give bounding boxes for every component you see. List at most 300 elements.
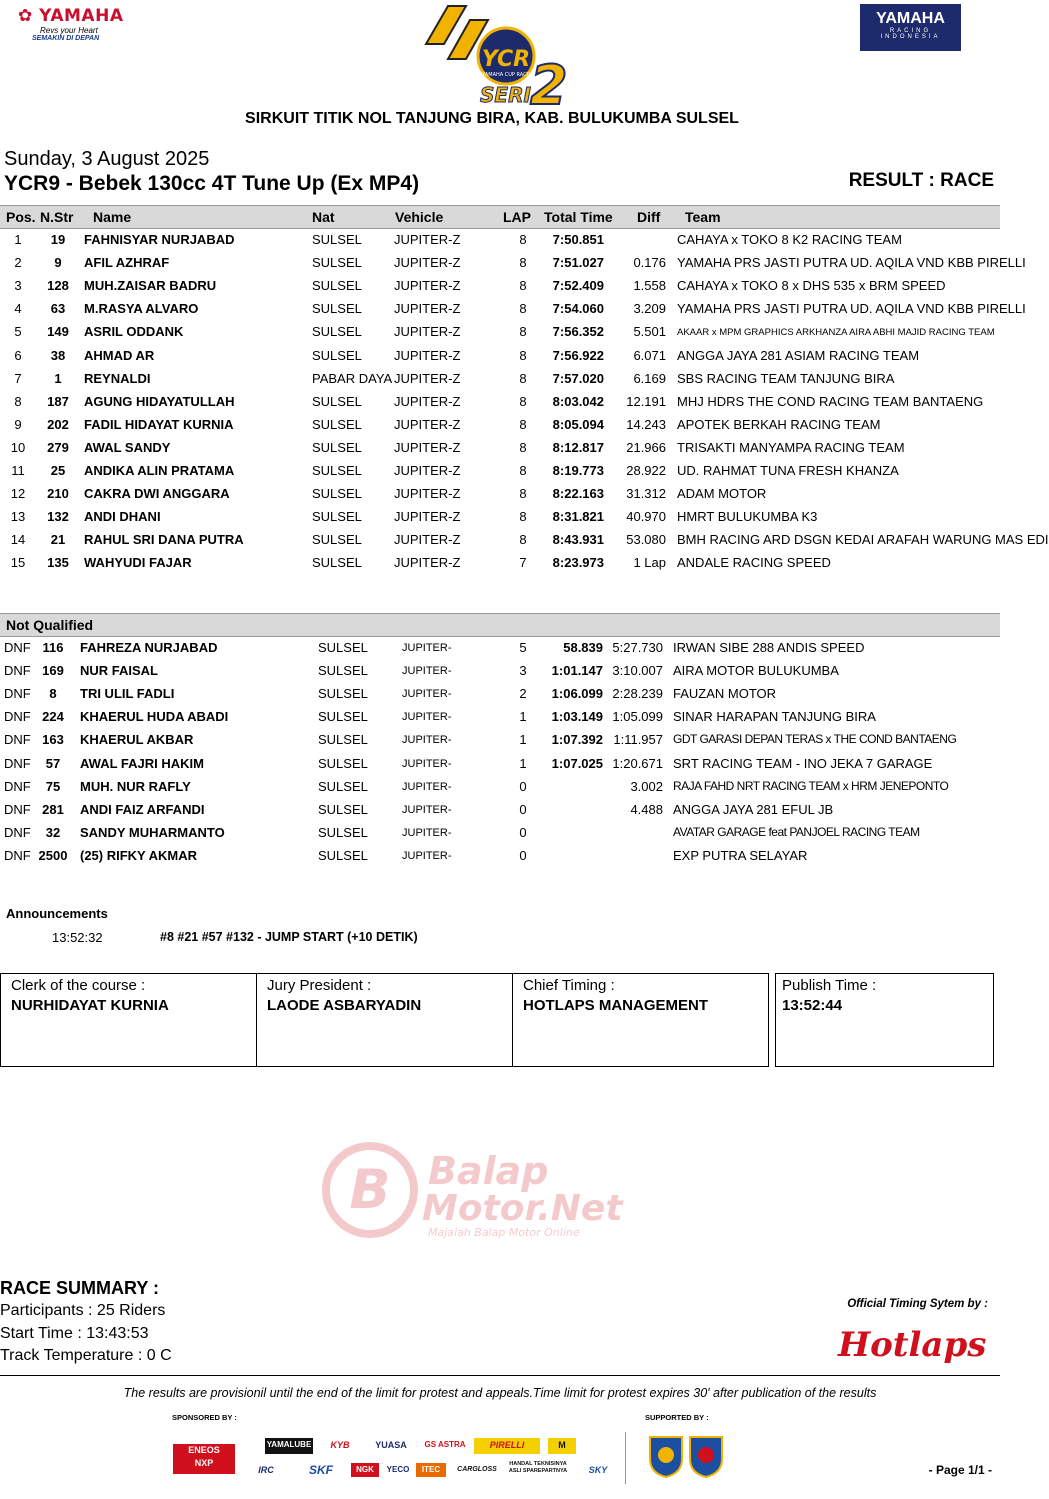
result-nat: SULSEL [312, 347, 362, 363]
footnote: The results are provisionil until the end of the limit for protest and appeals.Time limit for protest expires 30' after publication of the results [0, 1375, 1000, 1400]
result-total: 8:12.817 [552, 439, 604, 455]
clerk-of-course-box [0, 973, 257, 1067]
dnf-no: 32 [45, 824, 61, 840]
result-pos: 2 [14, 255, 22, 271]
dnf-lap: 0 [519, 778, 527, 794]
track-temperature: Track Temperature : 0 C [0, 1347, 172, 1364]
result-name: CAKRA DWI ANGGARA [84, 486, 230, 502]
dnf-nat: SULSEL [318, 640, 368, 655]
hotlaps-logo-text: Hotlaps [838, 1325, 987, 1365]
result-nat: SULSEL [312, 509, 362, 525]
jury-president-box [256, 973, 513, 1067]
dnf-row [0, 776, 1000, 799]
dnf-lap: 1 [519, 709, 527, 725]
dnf-team: ANGGA JAYA 281 EFUL JB [673, 801, 834, 817]
dnf-pos: DNF [4, 732, 31, 748]
result-nat: SULSEL [312, 278, 362, 294]
result-lap: 7 [519, 555, 527, 571]
result-diff: 6.169 [633, 370, 666, 386]
result-vehicle: JUPITER-Z [394, 347, 461, 363]
chief-timing-label: Chief Timing : [523, 977, 615, 994]
result-team: ANGGA JAYA 281 ASIAM RACING TEAM [677, 347, 920, 363]
dnf-row [0, 753, 1000, 776]
dnf-row [0, 683, 1000, 706]
ycr-logo-subtitle: YAMAHA CUP RACE [482, 72, 530, 78]
dnf-diff: 1:20.671 [612, 755, 663, 771]
result-vehicle: JUPITER-Z [394, 509, 461, 525]
result-pos: 5 [14, 324, 22, 340]
result-nat: SULSEL [312, 255, 362, 271]
sponsored-by-label: SPONSORED BY : [172, 1413, 237, 1422]
dnf-vehicle: JUPITER- [402, 711, 452, 724]
result-row [0, 506, 1000, 529]
result-row [0, 298, 1026, 321]
sponsor-cargloss: CARGLOSS [457, 1466, 497, 1473]
col-nstr: N.Str [40, 209, 74, 225]
dnf-diff: 1:11.957 [613, 732, 663, 748]
ycr-logo-title: YCR [481, 47, 531, 72]
clerk-value: NURHIDAYAT KURNIA [11, 997, 169, 1014]
result-diff: 0.176 [633, 255, 666, 271]
result-nat: SULSEL [312, 232, 362, 247]
result-pos: 9 [14, 416, 22, 432]
result-no: 21 [50, 532, 66, 548]
dnf-diff: 1:05.099 [612, 709, 663, 725]
result-diff: 1.558 [633, 278, 666, 294]
result-vehicle: JUPITER-Z [394, 439, 461, 455]
result-team: AKAAR x MPM GRAPHICS ARKHANZA AIRA ABHI MAJID RACING TEAM [677, 327, 995, 339]
result-team: TRISAKTI MANYAMPA RACING TEAM [677, 439, 905, 455]
announcement-text: #8 #21 #57 #132 - JUMP START (+10 DETIK) [160, 930, 418, 944]
result-team: BMH RACING ARD DSGN KEDAI ARAFAH WARUNG MAS EDI [677, 532, 1049, 548]
result-diff: 12.191 [626, 393, 666, 409]
dnf-pos: DNF [4, 663, 31, 679]
dnf-nat: SULSEL [318, 824, 368, 840]
dnf-lap: 3 [519, 663, 527, 679]
dnf-vehicle: JUPITER- [402, 688, 452, 701]
dnf-pos: DNF [4, 824, 31, 840]
dnf-nat: SULSEL [318, 801, 368, 817]
dnf-diff: 3.002 [630, 778, 663, 794]
result-name: WAHYUDI FAJAR [84, 555, 192, 571]
result-no: 279 [47, 439, 69, 455]
result-row [0, 460, 1000, 483]
dnf-total: 1:03.149 [551, 709, 603, 725]
dnf-no: 281 [42, 801, 64, 817]
result-pos: 12 [10, 486, 26, 502]
result-team: MHJ HDRS THE COND RACING TEAM BANTAENG [677, 393, 984, 409]
sponsor-yamalube: YAMALUBE [265, 1438, 313, 1454]
sponsor-gs-astra: GS ASTRA [424, 1440, 466, 1449]
dnf-nat: SULSEL [318, 709, 368, 725]
dnf-total: 1:07.392 [551, 732, 603, 748]
result-diff: 3.209 [633, 301, 666, 317]
result-nat: SULSEL [312, 439, 362, 455]
result-diff: 5.501 [633, 324, 666, 340]
result-no: 25 [50, 463, 66, 478]
result-diff: 28.922 [626, 463, 666, 478]
result-nat: SULSEL [312, 486, 362, 502]
dnf-name: SANDY MUHARMANTO [80, 824, 225, 840]
dnf-lap: 5 [519, 640, 527, 655]
dnf-vehicle: JUPITER- [402, 642, 452, 654]
dnf-total: 58.839 [563, 640, 603, 655]
result-total: 8:19.773 [552, 463, 604, 478]
result-lap: 8 [519, 532, 527, 548]
result-pos: 10 [10, 439, 26, 455]
watermark-line2: Motor.Net [422, 1188, 623, 1229]
result-name: FAHNISYAR NURJABAD [84, 232, 235, 247]
result-total: 7:52.409 [552, 278, 604, 294]
result-vehicle: JUPITER-Z [394, 301, 461, 317]
dnf-row [0, 799, 1000, 822]
dnf-pos: DNF [4, 709, 31, 725]
result-row [0, 552, 1000, 575]
result-lap: 8 [519, 463, 527, 478]
result-team: ANDALE RACING SPEED [677, 555, 831, 571]
result-diff: 31.312 [626, 486, 666, 502]
yamaha-tuning-fork-icon: ✿ [18, 6, 33, 26]
dnf-pos: DNF [4, 686, 31, 702]
result-pos: 15 [10, 555, 26, 571]
watermark-tagline: Majalah Balap Motor Online [428, 1226, 580, 1239]
result-no: 210 [47, 486, 69, 502]
sponsor-yuasa: YUASA [375, 1440, 407, 1450]
yamaha-brand: YAMAHA [39, 6, 124, 26]
result-nat: SULSEL [312, 532, 362, 548]
result-name: M.RASYA ALVARO [84, 301, 199, 317]
yamaha-logo-left [18, 6, 128, 56]
yamaha-slogan: SEMAKIN DI DEPAN [32, 35, 100, 42]
result-vehicle: JUPITER-Z [394, 393, 461, 409]
chief-timing-value: HOTLAPS MANAGEMENT [523, 997, 708, 1014]
dnf-nat: SULSEL [318, 778, 368, 794]
dnf-row [0, 637, 1000, 660]
dnf-row [0, 822, 1000, 845]
result-row [0, 252, 1026, 275]
sponsor-irc: IRC [258, 1465, 274, 1475]
sponsor-nxp: NXP [194, 1458, 214, 1468]
result-no: 128 [47, 278, 69, 294]
result-lap: 8 [519, 232, 527, 247]
dnf-no: 75 [45, 778, 61, 794]
sponsor-ngk: NGK [351, 1463, 379, 1477]
result-no: 149 [47, 324, 69, 340]
sponsor-itec: ITEC [416, 1463, 446, 1477]
chief-timing-box [512, 973, 769, 1067]
publish-time-box [775, 973, 994, 1067]
result-total: 8:05.094 [552, 416, 604, 432]
result-pos: 3 [14, 278, 22, 294]
yamaha-racing-brand: YAMAHA [876, 10, 945, 27]
result-name: FADIL HIDAYAT KURNIA [84, 416, 234, 432]
dnf-row [0, 706, 1000, 729]
watermark-line1: Balap [428, 1149, 549, 1193]
dnf-no: 169 [42, 663, 64, 679]
result-name: AGUNG HIDAYATULLAH [84, 393, 235, 409]
result-team: UD. RAHMAT TUNA FRESH KHANZA [677, 463, 899, 478]
result-pos: 13 [10, 509, 26, 525]
dnf-no: 224 [42, 709, 64, 725]
dnf-vehicle: JUPITER- [402, 757, 452, 770]
dnf-no: 163 [42, 732, 64, 748]
result-total: 8:31.821 [552, 509, 604, 525]
dnf-name: ANDI FAIZ ARFANDI [80, 801, 205, 817]
sponsor-skf: SKF [309, 1463, 333, 1477]
result-name: REYNALDI [84, 370, 151, 386]
race-summary-title: RACE SUMMARY : [0, 1278, 160, 1298]
announcement-time: 13:52:32 [52, 930, 103, 945]
result-total: 7:56.352 [552, 324, 604, 340]
result-no: 63 [50, 301, 66, 317]
sponsor-divider [625, 1432, 626, 1484]
dnf-nat: SULSEL [318, 686, 368, 702]
imi-sulsel-badge-icon [688, 1433, 724, 1479]
result-lap: 8 [519, 255, 527, 271]
result-pos: 8 [14, 393, 22, 409]
col-lap: LAP [503, 209, 531, 225]
col-name: Name [93, 209, 132, 225]
not-qualified-header [0, 613, 1000, 637]
imi-badge-icon [648, 1433, 684, 1479]
result-team: APOTEK BERKAH RACING TEAM [677, 416, 881, 432]
result-lap: 8 [519, 278, 527, 294]
result-team: HMRT BULUKUMBA K3 [677, 509, 818, 525]
dnf-pos: DNF [4, 755, 31, 771]
dnf-row [0, 660, 1000, 683]
dnf-no: 8 [49, 686, 57, 702]
dnf-name: AWAL FAJRI HAKIM [80, 755, 204, 771]
result-name: AWAL SANDY [84, 439, 171, 455]
clerk-label: Clerk of the course : [11, 977, 146, 994]
dnf-name: (25) RIFKY AKMAR [80, 847, 198, 863]
dnf-total: 1:07.025 [551, 755, 603, 771]
result-diff: 14.243 [626, 416, 666, 432]
result-lap: 8 [519, 370, 527, 386]
publish-time-label: Publish Time : [782, 977, 877, 994]
result-row [0, 437, 1000, 460]
dnf-team: SINAR HARAPAN TANJUNG BIRA [673, 709, 876, 725]
dnf-no: 116 [42, 640, 64, 655]
result-nat: PABAR DAYA [312, 370, 393, 386]
race-date: Sunday, 3 August 2025 [4, 148, 210, 170]
result-team: CAHAYA x TOKO 8 x DHS 535 x BRM SPEED [677, 278, 946, 294]
dnf-vehicle: JUPITER- [402, 780, 452, 793]
dnf-team: AVATAR GARAGE feat PANJOEL RACING TEAM [673, 824, 920, 839]
result-team: YAMAHA PRS JASTI PUTRA UD. AQILA VND KBB PIRELLI [677, 301, 1026, 317]
result-diff: 53.080 [626, 532, 666, 548]
dnf-total: 1:06.099 [551, 686, 603, 702]
dnf-diff: 5:27.730 [612, 640, 663, 655]
result-vehicle: JUPITER-Z [394, 532, 461, 548]
dnf-nat: SULSEL [318, 732, 368, 748]
result-lap: 8 [519, 393, 527, 409]
result-row [0, 529, 1049, 552]
dnf-vehicle: JUPITER- [402, 803, 452, 816]
yamaha-racing-line2: INDONESIA [880, 34, 941, 40]
result-team: YAMAHA PRS JASTI PUTRA UD. AQILA VND KBB PIRELLI [677, 255, 1026, 271]
result-no: 19 [50, 232, 66, 247]
result-row [0, 229, 1000, 252]
sponsor-eneos-logo [173, 1444, 235, 1474]
dnf-lap: 0 [519, 824, 527, 840]
result-diff: 21.966 [626, 439, 666, 455]
result-pos: 1 [14, 232, 22, 247]
dnf-pos: DNF [4, 847, 31, 863]
dnf-diff: 4.488 [630, 801, 663, 817]
result-no: 1 [54, 370, 62, 386]
result-lap: 8 [519, 416, 527, 432]
dnf-diff: 2:28.239 [612, 686, 663, 702]
result-lap: 8 [519, 486, 527, 502]
result-no: 38 [50, 347, 66, 363]
result-lap: 8 [519, 347, 527, 363]
result-nat: SULSEL [312, 301, 362, 317]
dnf-name: MUH. NUR RAFLY [80, 778, 191, 794]
result-vehicle: JUPITER-Z [394, 463, 461, 478]
result-row [0, 321, 1000, 344]
result-row [0, 275, 1000, 298]
sponsor-pirelli: PIRELLI [474, 1438, 540, 1454]
official-timing-label: Official Timing Sytem by : [847, 1298, 988, 1310]
result-diff: 6.071 [633, 347, 666, 363]
dnf-pos: DNF [4, 778, 31, 794]
dnf-team: SRT RACING TEAM - INO JEKA 7 GARAGE [673, 755, 933, 771]
dnf-nat: SULSEL [318, 847, 368, 863]
dnf-total: 1:01.147 [551, 663, 603, 679]
dnf-name: FAHREZA NURJABAD [80, 640, 218, 655]
result-no: 187 [47, 393, 69, 409]
result-lap: 8 [519, 509, 527, 525]
result-total: 8:03.042 [552, 393, 604, 409]
balapmotor-watermark [318, 1140, 678, 1240]
participants: Participants : 25 Riders [0, 1302, 166, 1319]
result-no: 132 [47, 509, 69, 525]
dnf-diff: 3:10.007 [612, 663, 663, 679]
result-vehicle: JUPITER-Z [394, 232, 461, 247]
sponsor-yeco: YECO [386, 1465, 410, 1474]
result-no: 202 [47, 416, 69, 432]
result-pos: 14 [10, 532, 26, 548]
dnf-pos: DNF [4, 801, 31, 817]
result-vehicle: JUPITER-Z [394, 555, 461, 571]
page-number: - Page 1/1 - [928, 1463, 992, 1477]
result-total: 8:43.931 [552, 532, 604, 548]
dnf-no: 57 [45, 755, 61, 771]
dnf-vehicle: JUPITER- [402, 826, 452, 839]
yamaha-tagline: Revs your Heart [40, 26, 98, 35]
result-team: CAHAYA x TOKO 8 K2 RACING TEAM [677, 232, 902, 247]
dnf-team: GDT GARASI DEPAN TERAS x THE COND BANTAENG [673, 732, 957, 747]
result-pos: 7 [14, 370, 22, 386]
start-time: Start Time : 13:43:53 [0, 1325, 149, 1342]
col-team: Team [685, 209, 721, 225]
dnf-name: KHAERUL HUDA ABADI [80, 709, 229, 725]
announcements-title: Announcements [6, 906, 108, 921]
dnf-lap: 0 [519, 801, 527, 817]
sponsor-eneos: ENEOS [188, 1445, 220, 1455]
result-name: AFIL AZHRAF [84, 255, 170, 271]
result-vehicle: JUPITER-Z [394, 324, 461, 340]
dnf-lap: 1 [519, 755, 527, 771]
result-row [0, 345, 1000, 368]
ycr-logo-seri: SERI [480, 83, 531, 107]
result-lap: 8 [519, 324, 527, 340]
result-lap: 8 [519, 301, 527, 317]
result-total: 7:51.027 [552, 255, 604, 271]
result-team: SBS RACING TEAM TANJUNG BIRA [677, 370, 895, 386]
result-total: 7:50.851 [552, 232, 604, 247]
publish-time-value: 13:52:44 [782, 997, 843, 1014]
yamaha-racing-indonesia-logo [860, 4, 961, 51]
result-nat: SULSEL [312, 463, 362, 478]
dnf-vehicle: JUPITER- [402, 734, 452, 747]
result-name: ANDIKA ALIN PRATAMA [84, 463, 235, 478]
ycr-seri-2-logo [418, 4, 568, 117]
supported-by-label: SUPPORTED BY : [645, 1413, 709, 1422]
result-name: AHMAD AR [84, 347, 155, 363]
result-nat: SULSEL [312, 324, 362, 340]
result-total: 7:54.060 [552, 301, 604, 317]
dnf-name: TRI ULIL FADLI [80, 686, 175, 702]
circuit-name: SIRKUIT TITIK NOL TANJUNG BIRA, KAB. BULUKUMBA SULSEL [245, 110, 739, 127]
result-name: RAHUL SRI DANA PUTRA [84, 532, 244, 548]
result-nat: SULSEL [312, 416, 362, 432]
dnf-team: IRWAN SIBE 288 ANDIS SPEED [673, 640, 865, 655]
result-no: 135 [47, 555, 69, 571]
dnf-name: KHAERUL AKBAR [80, 732, 194, 748]
jury-label: Jury President : [267, 977, 372, 994]
result-type: RESULT : RACE [848, 170, 994, 191]
result-name: ASRIL ODDANK [84, 324, 184, 340]
sponsor-m: M [548, 1438, 576, 1454]
result-total: 7:56.922 [552, 347, 604, 363]
sponsor-kyb: KYB [330, 1440, 350, 1450]
result-vehicle: JUPITER-Z [394, 255, 461, 271]
dnf-pos: DNF [4, 640, 31, 655]
dnf-lap: 1 [519, 732, 527, 748]
dnf-row [0, 845, 1000, 868]
dnf-row [0, 729, 1000, 752]
sponsor-sky: SKY [588, 1465, 608, 1475]
dnf-nat: SULSEL [318, 755, 368, 771]
hotlaps-logo [832, 1318, 994, 1368]
dnf-team: AIRA MOTOR BULUKUMBA [673, 663, 839, 679]
result-row [0, 483, 1000, 506]
result-no: 9 [54, 255, 62, 271]
result-name: ANDI DHANI [84, 509, 161, 525]
result-total: 7:57.020 [552, 370, 604, 386]
result-diff: 1 Lap [633, 555, 666, 571]
dnf-name: NUR FAISAL [80, 663, 158, 679]
col-total-time: Total Time [544, 209, 613, 225]
result-vehicle: JUPITER-Z [394, 370, 461, 386]
col-nat: Nat [312, 209, 335, 225]
event-title: YCR9 - Bebek 130cc 4T Tune Up (Ex MP4) [4, 172, 420, 195]
not-qualified-title: Not Qualified [6, 617, 94, 633]
svg-text:B: B [349, 1158, 391, 1221]
result-team: ADAM MOTOR [677, 486, 767, 502]
result-total: 8:23.973 [552, 555, 604, 571]
result-pos: 6 [14, 347, 22, 363]
result-pos: 4 [14, 301, 22, 317]
result-row [0, 391, 1000, 414]
dnf-team: EXP PUTRA SELAYAR [673, 847, 808, 863]
dnf-vehicle: JUPITER- [402, 665, 452, 678]
dnf-no: 2500 [38, 847, 68, 863]
dnf-team: RAJA FAHD NRT RACING TEAM x HRM JENEPONTO [673, 778, 949, 793]
yamaha-racing-line1: RACING [889, 28, 932, 34]
